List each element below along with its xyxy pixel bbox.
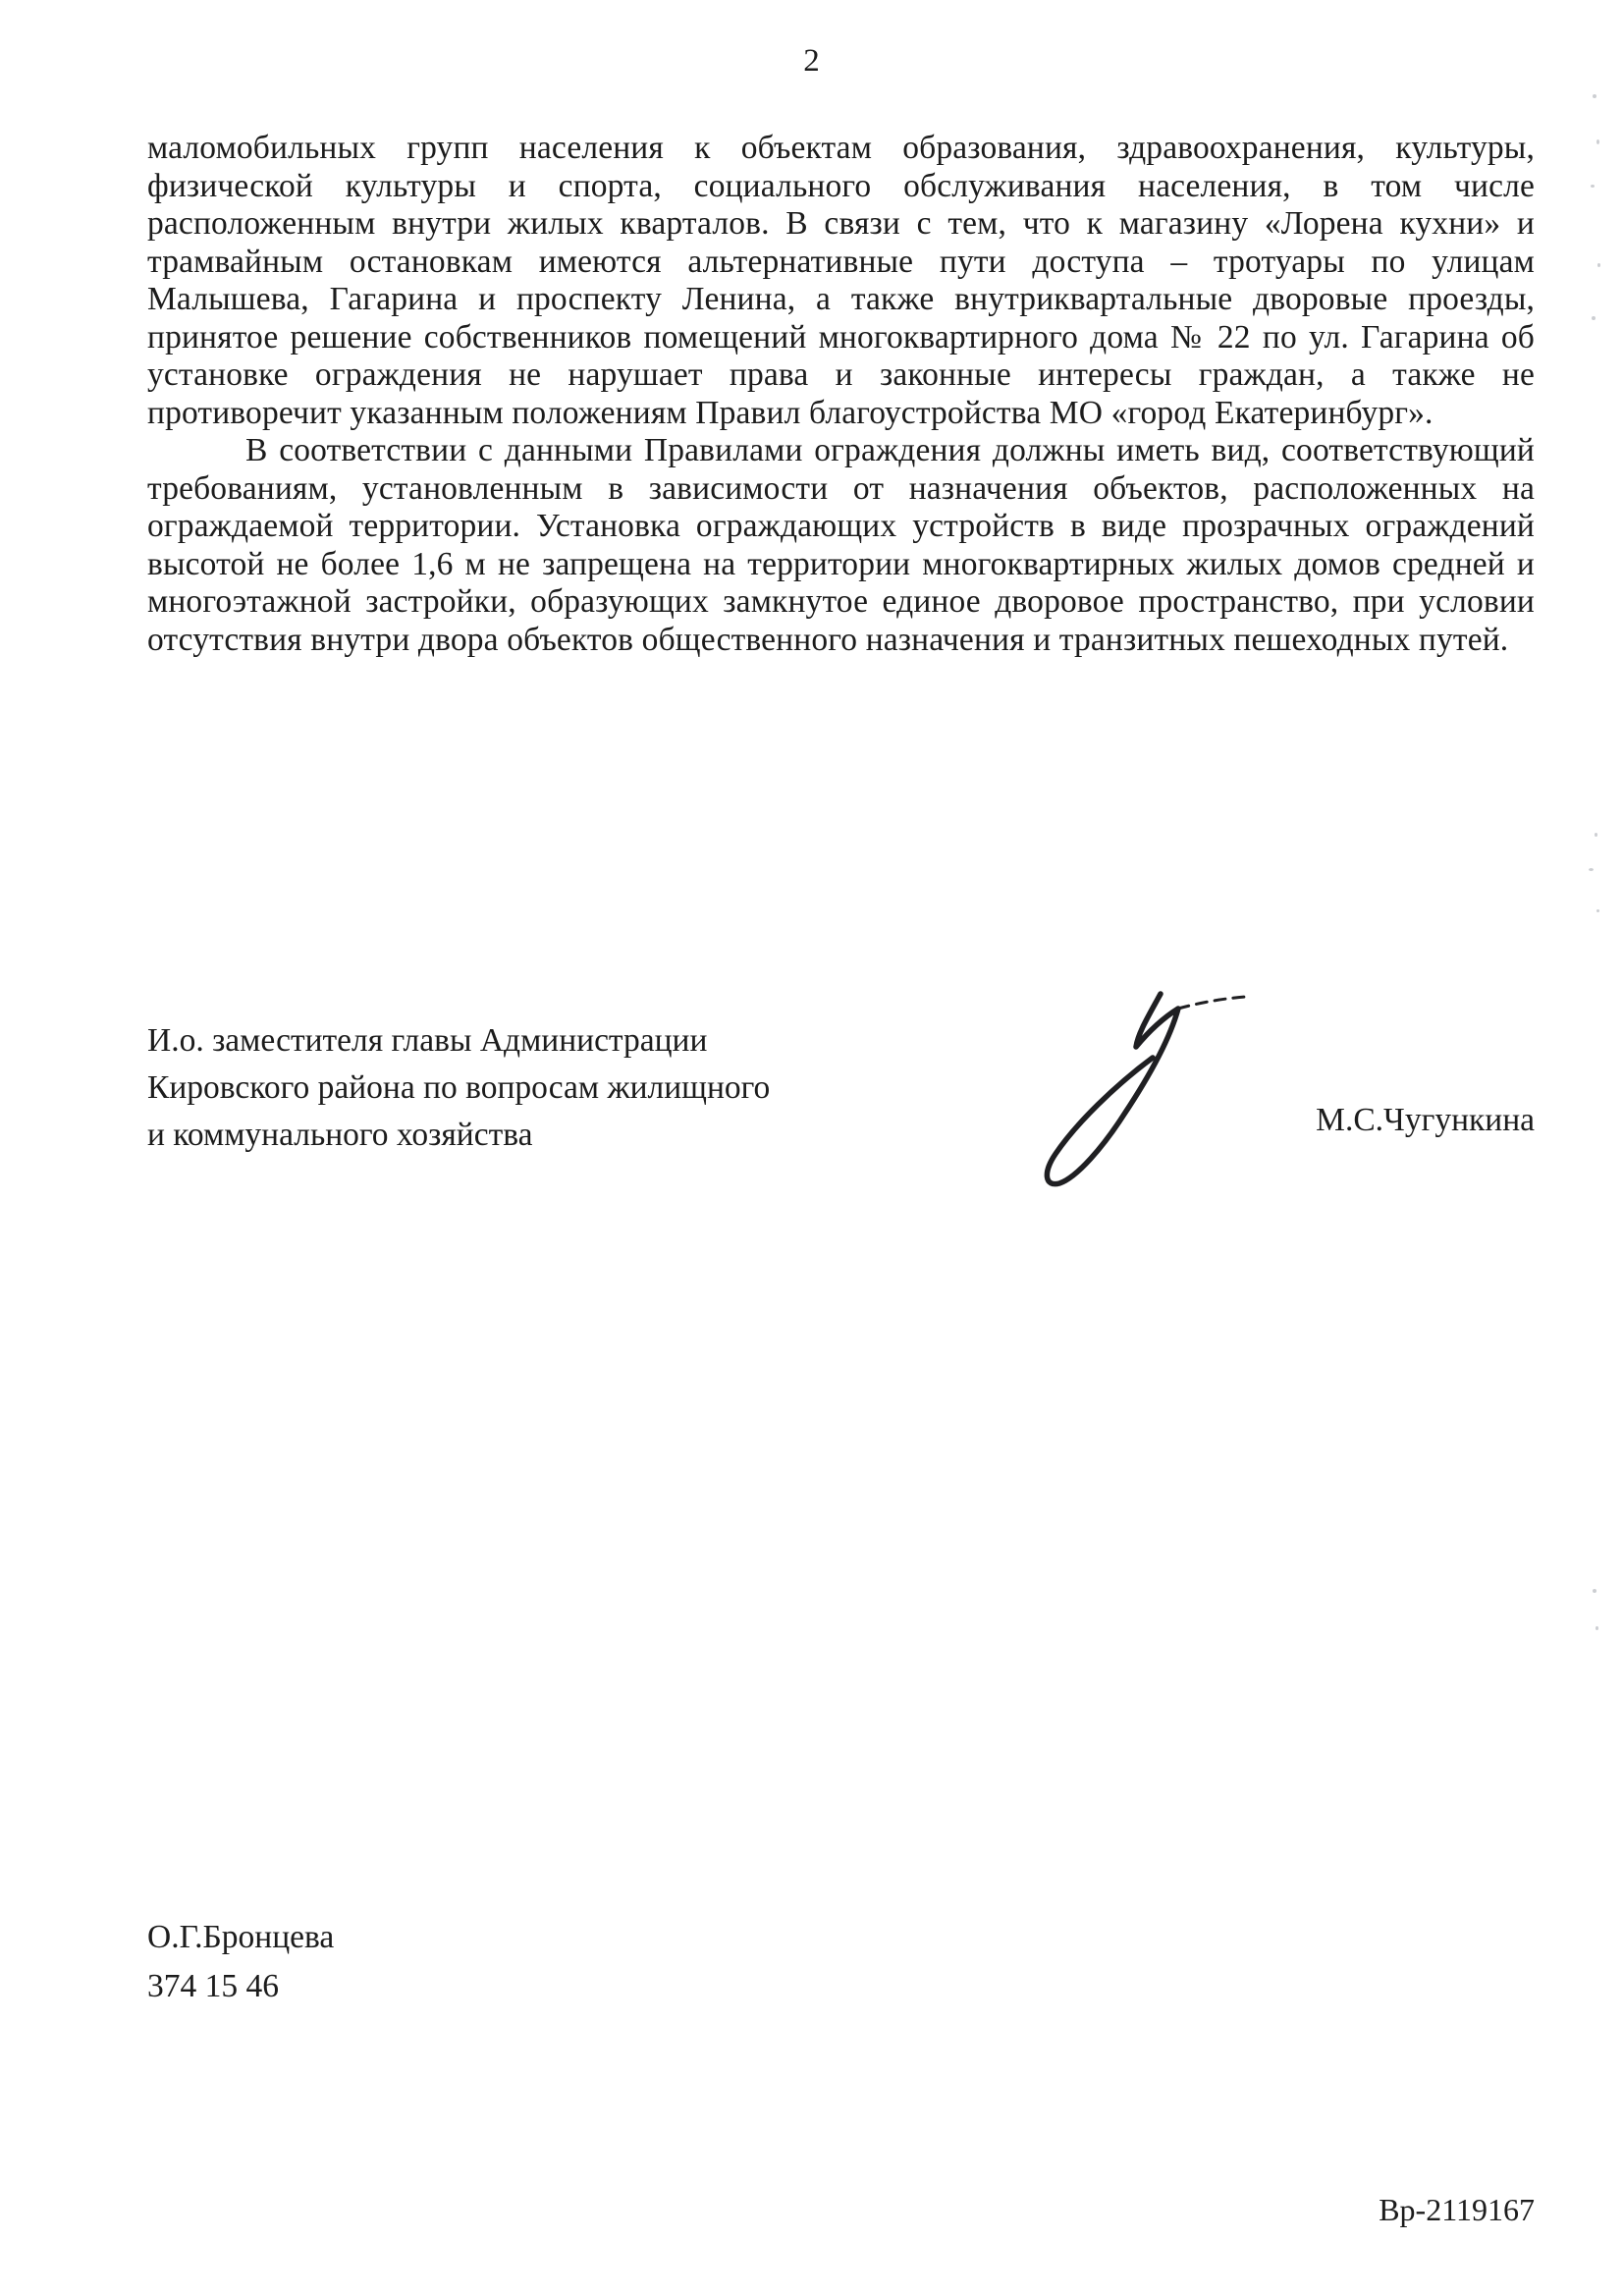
scan-artifact [1589, 868, 1594, 871]
signatory-title-line-3: и коммунального хозяйства [147, 1117, 533, 1153]
signatory-title-line-2: Кировского района по вопросам жилищного [147, 1069, 771, 1106]
scan-artifact [1595, 833, 1597, 837]
executor-block [147, 1913, 334, 2011]
body-paragraph-2: В соответствии с данными Правилами ограждения должны иметь вид, соответствующий требованиям, установленным в зависимости от назначения объектов, расположенных на ограждаемой территории. Установка ограждающих устройств в виде прозрачных ограждений высотой не более 1,6 м не запрещена на территории многоквартирных жилых домов средней и многоэтажной застройки, образующих замкнутое единое дворовое пространство, при условии отсутствия внутри двора объектов общественного назначения и транзитных пешеходных путей. [147, 432, 1535, 658]
scan-artifact [1591, 185, 1595, 188]
page-number: 2 [803, 43, 820, 79]
scan-artifact [1596, 909, 1599, 912]
signer-name: М.С.Чугункина [1316, 1102, 1535, 1138]
scan-artifact [1596, 1626, 1598, 1630]
body-paragraph-1: маломобильных групп населения к объектам образования, здравоохранения, культуры, физической культуры и спорта, социального обслуживания населения, в том числе расположенным внутри жилых кварталов. В связи с тем, что к магазину «Лорена кухни» и трамвайным остановкам имеются альтернативные пути доступа – тротуары по улицам Малышева, Гагарина и проспекту Ленина, а также внутриквартальные дворовые проезды, принятое решение собственников помещений многоквартирного дома № 22 по ул. Гагарина об установке ограждения не нарушает права и законные интересы граждан, а также не противоречит указанным положениям Правил благоустройства МО «город Екатеринбург». [147, 130, 1535, 431]
scan-artifact [1597, 263, 1600, 267]
scan-artifact [1593, 1589, 1596, 1593]
scan-artifact [1596, 139, 1599, 144]
letter-body [147, 130, 1535, 659]
executor-name: О.Г.Бронцева [147, 1919, 335, 1955]
executor-phone: 374 15 46 [147, 1968, 279, 2004]
scan-artifact [1592, 316, 1596, 320]
signatory-title [147, 1017, 770, 1159]
doc-reference-number: Вр-2119167 [1379, 2192, 1535, 2227]
signatory-title-line-1: И.о. заместителя главы Администрации [147, 1022, 708, 1059]
handwritten-signature [1011, 974, 1257, 1210]
scan-artifact [1593, 94, 1596, 98]
